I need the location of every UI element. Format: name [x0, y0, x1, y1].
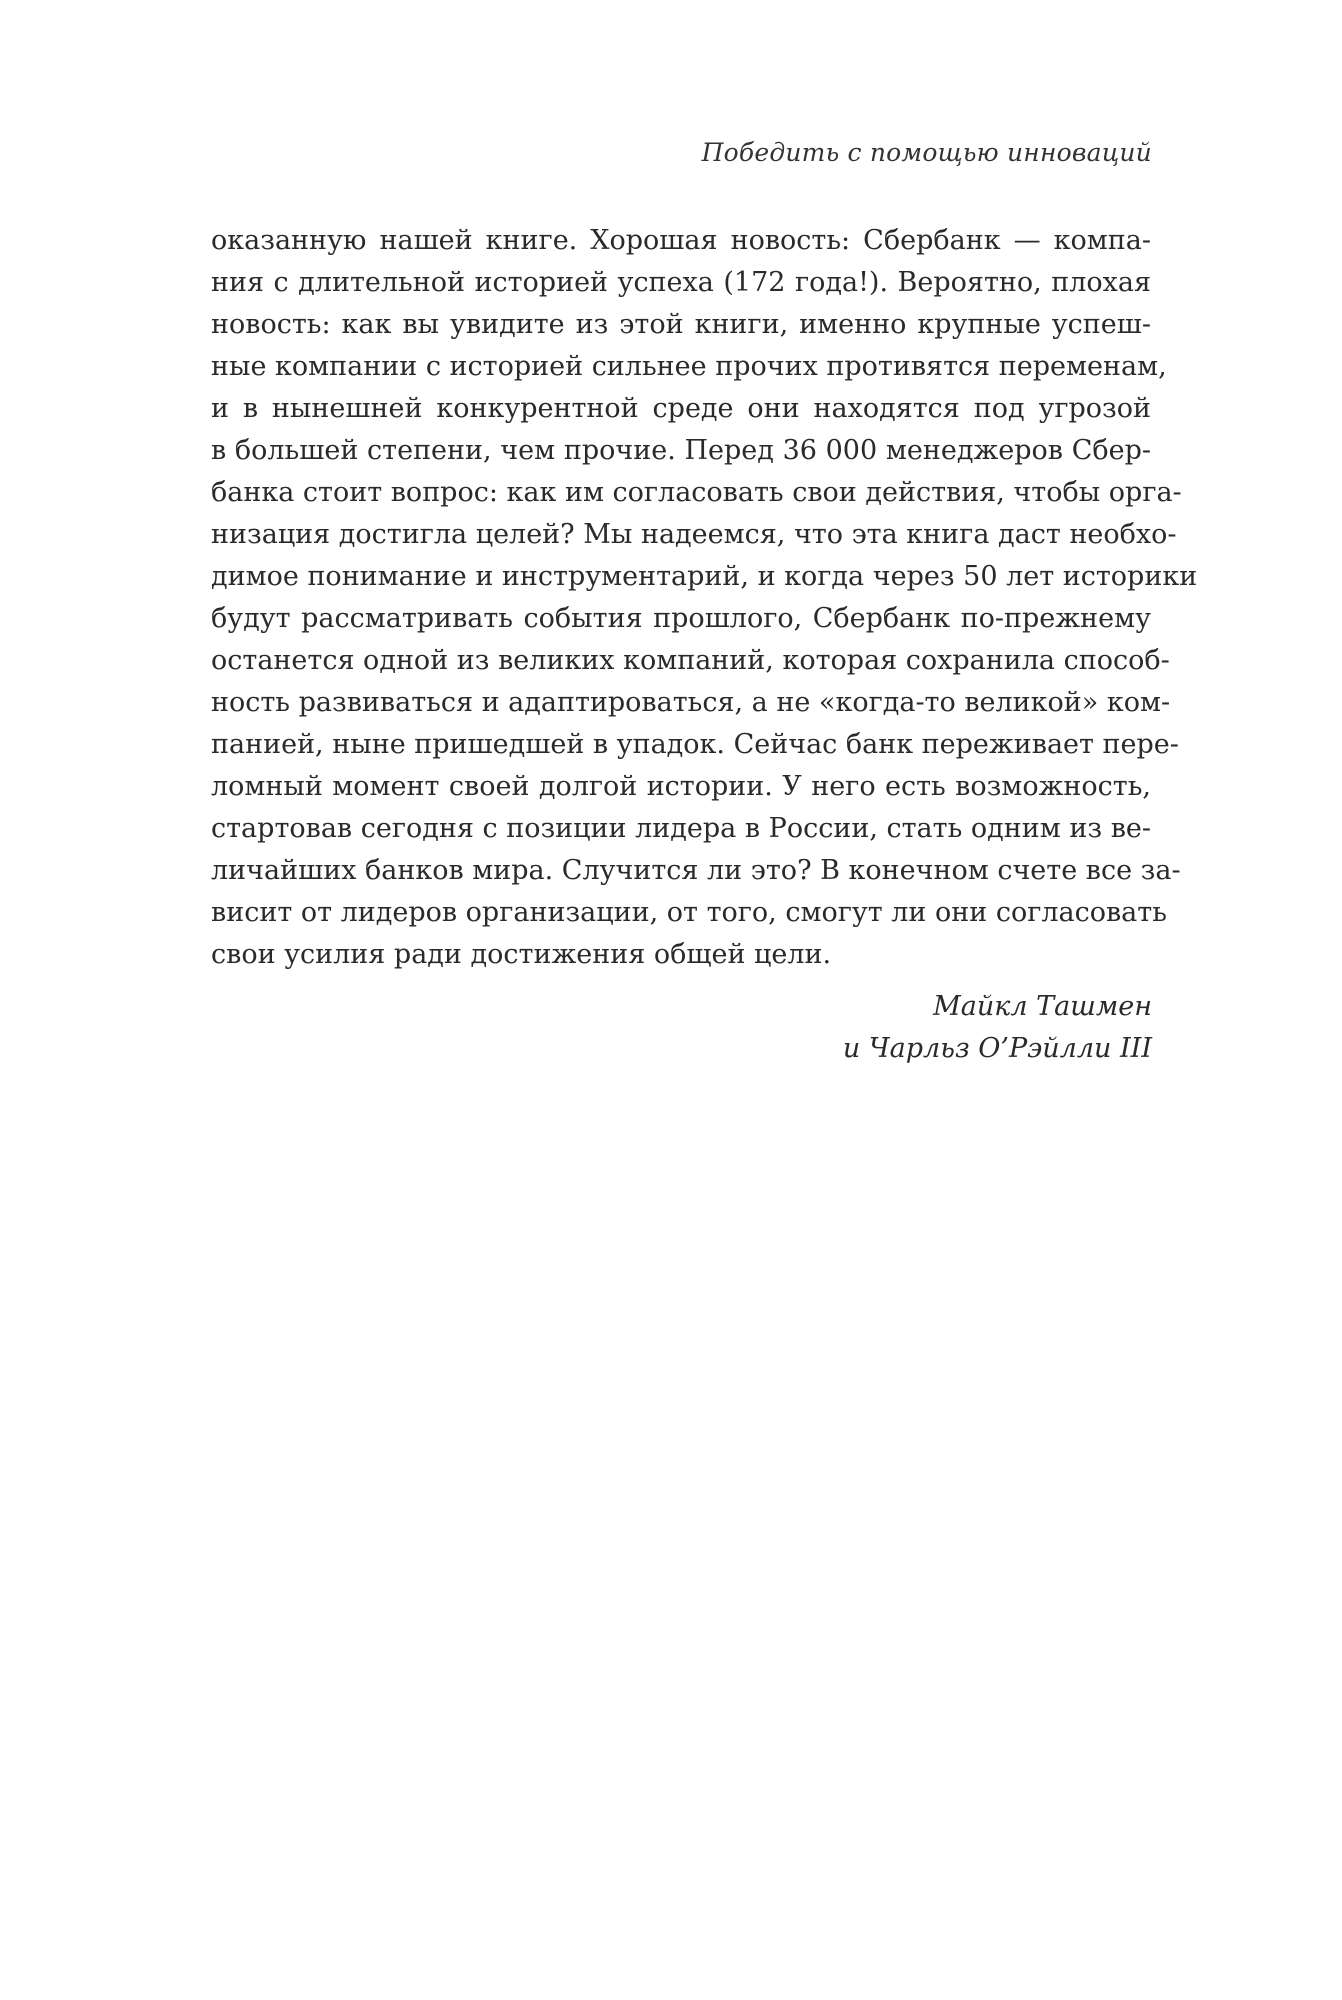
text-line: ность развиваться и адаптироваться, а не «когда-то великой» ком-: [211, 687, 1171, 718]
text-line: в большей степени, чем прочие. Перед 36 000 менеджеров Сбер-: [211, 435, 1151, 466]
text-line: димое понимание и инструментарий, и когда через 50 лет историки: [211, 561, 1198, 592]
text-line: оказанную нашей книге. Хорошая новость: Сбербанк — компа-: [211, 225, 1151, 256]
text-line: новость: как вы увидите из этой книги, именно крупные успеш-: [211, 309, 1151, 340]
text-line: панией, ныне пришедшей в упадок. Сейчас банк переживает пере-: [211, 729, 1179, 760]
text-line: будут рассматривать события прошлого, Сбербанк по-прежнему: [211, 603, 1151, 634]
text-line: и в нынешней конкурентной среде они находятся под угрозой: [211, 393, 1151, 424]
text-line-last: свои усилия ради достижения общей цели.: [211, 939, 832, 970]
text-line: банка стоит вопрос: как им согласовать свои действия, чтобы орга-: [211, 477, 1182, 508]
text-line: личайших банков мира. Случится ли это? В конечном счете все за-: [211, 855, 1181, 886]
signature-line-2: и Чарльз О’Рэйлли III: [842, 1033, 1152, 1064]
text-line: стартовав сегодня с позиции лидера в России, стать одним из ве-: [211, 813, 1151, 844]
text-line: низация достигла целей? Мы надеемся, что эта книга даст необхо-: [211, 519, 1177, 550]
body-paragraph: [211, 220, 1198, 976]
text-line: ния с длительной историей успеха (172 года!). Вероятно, плохая: [211, 267, 1151, 298]
text-line: висит от лидеров организации, от того, смогут ли они согласовать: [211, 897, 1167, 928]
text-line: ные компании с историей сильнее прочих противятся переменам,: [211, 351, 1167, 382]
author-signature: [843, 986, 1152, 1070]
signature-line-1: Майкл Ташмен: [933, 991, 1152, 1022]
text-line: останется одной из великих компаний, которая сохранила способ-: [211, 645, 1170, 676]
text-line: ломный момент своей долгой истории. У него есть возможность,: [211, 771, 1151, 802]
running-header: Победить с помощью инноваций: [701, 138, 1152, 167]
